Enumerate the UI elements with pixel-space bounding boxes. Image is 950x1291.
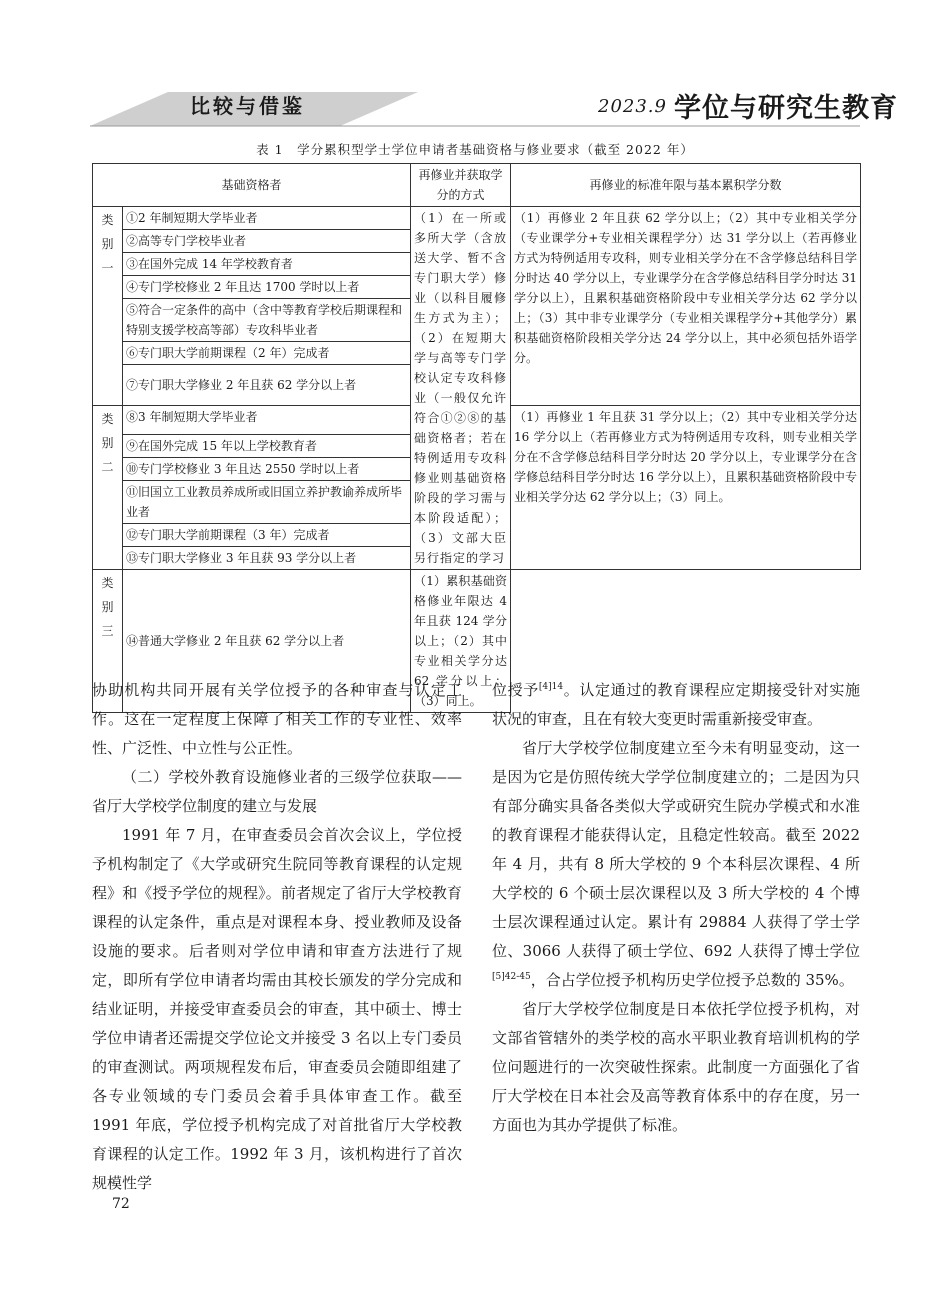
table-caption: 表 1 学分累积型学士学位申请者基础资格与修业要求（截至 2022 年） [256, 142, 694, 157]
standard-cell: （1）累积基础资格修业年限达 4 年且获 124 学分以上；（2）其中专业相关学分达 62 学分以上；（3）同上。 [411, 570, 511, 713]
qualification-cell: ⑪旧国立工业教员养成所或旧国立养护教谕养成所毕业者 [123, 481, 411, 524]
qualification-cell: ②高等专门学校毕业者 [123, 230, 411, 253]
qualification-cell: ⑤符合一定条件的高中（含中等教育学校后期课程和特别支援学校高等部）专攻科毕业者 [123, 299, 411, 342]
standard-cell: （1）再修业 2 年且获 62 学分以上；（2）其中专业相关学分（专业课学分+专业相关课程学分）达 31 学分以上（若再修业方式为特例适用专攻科，则专业相关学分在不含学修总结科目学分时达 40 学分以上，专业课学分在含学修总结科目学分时达 31 学分以上），且累积基础资格阶段中专业相关学分达 62 学分以上；（3）其中非专业课学分（专业相关课程学分+其他学分）累积基础资格阶段相关学分达 24 学分以上，其中必须包括外语学分。 [511, 207, 861, 406]
category-cell [93, 406, 123, 570]
paragraph-text: ，合占学位授予机构历史学位授予总数的 35%。 [530, 971, 854, 989]
qualification-cell: ⑫专门职大学前期课程（3 年）完成者 [123, 524, 411, 547]
header-cell: 再修业并获取学分的方式 [411, 164, 511, 207]
issue-date: 2023.9 [598, 96, 667, 117]
qualification-cell: ③在国外完成 14 年学校教育者 [123, 253, 411, 276]
qualification-cell: ⑭普通大学修业 2 年且获 62 学分以上者 [123, 570, 411, 713]
paragraph: 省厅大学校学位制度是日本依托学位授予机构，对文部省管辖外的类学校的高水平职业教育培训机构的学位问题进行的一次突破性探索。此制度一方面强化了省厅大学校在日本社会及高等教育体系中的存在度，另一方面也为其办学提供了标准。 [492, 1000, 860, 1134]
standard-cell: （1）再修业 1 年且获 31 学分以上；（2）其中专业相关学分达 16 学分以上（若再修业方式为特例适用专攻科，则专业相关学分在不含学修总结科目学分时达 20 学分以上，专业课学分在含学修总结科目学分时达 16 学分以上），且累积基础资格阶段中专业相关学分达 62 学分以上；（3）同上。 [511, 406, 861, 570]
qualification-cell: ④专门学校修业 2 年且达 1700 学时以上者 [123, 276, 411, 299]
right-column [492, 676, 860, 1140]
category-cell [93, 207, 123, 406]
page-number: 72 [112, 1196, 130, 1212]
paragraph [492, 676, 860, 734]
category-label: 类 别 一 [101, 213, 114, 275]
qualification-cell: ⑦专门职大学修业 2 年且获 62 学分以上者 [123, 365, 411, 406]
paragraph: 协助机构共同开展有关学位授予的各种审查与认定工作。这在一定程度上保障了相关工作的专业性、效率性、广泛性、中立性与公正性。 [92, 681, 462, 757]
subheading: （二）学校外教育设施修业者的三级学位获取——省厅大学校学位制度的建立与发展 [92, 768, 462, 815]
qualification-cell: ⑥专门职大学前期课程（2 年）完成者 [123, 342, 411, 365]
header-cell: 基础资格者 [93, 164, 411, 207]
qualification-cell: ⑨在国外完成 15 年以上学校教育者 [123, 435, 411, 458]
method-cell: （1）在一所或多所大学（含放送大学、暂不含专门职大学）修业（以科目履修生方式为主）；（2）在短期大学与高等专门学校认定专攻科修业（一般仅允许符合①②⑧的基础资格者；若在特例适用专攻科修业则基础资格阶段的学习需与本阶段适配）；（3）文部大臣另行指定的学习 [411, 207, 511, 570]
qualification-cell: ⑩专门学校修业 3 年且达 2550 学时以上者 [123, 458, 411, 481]
header-cell: 再修业的标准年限与基本累积学分数 [511, 164, 861, 207]
qualification-cell: ⑧3 年制短期大学毕业者 [123, 406, 411, 435]
citation: [5]42-45 [492, 972, 531, 982]
page-header [0, 0, 950, 140]
category-label: 类 别 三 [101, 576, 114, 638]
table-header-row [93, 164, 861, 207]
qualification-cell: ①2 年制短期大学毕业者 [123, 207, 411, 230]
paragraph: 1991 年 7 月，在审查委员会首次会议上，学位授予机构制定了《大学或研究生院同等教育课程的认定规程》和《授予学位的规程》。前者规定了省厅大学校教育课程的认定条件，重点是对课程本身、授业教师及设备设施的要求。后者则对学位申请和审查方法进行了规定，即所有学位申请者均需由其校长颁发的学分完成和结业证明，并接受审查委员会的审查，其中硕士、博士学位申请者还需提交学位论文并接受 3 名以上专门委员的审查测试。两项规程发布后，审查委员会随即组建了各专业领域的专门委员会着手具体审查工作。截至 1991 年底，学位授予机构完成了对首批省厅大学校教育课程的认定工作。1992 年 3 月，该机构进行了首次规模性学 [92, 826, 462, 1192]
paragraph-text: 。认定通过的教育课程应定期接受针对实施状况的审查，且在有较大变更时需重新接受审查。 [492, 681, 860, 728]
paragraph [492, 734, 860, 995]
table-row [93, 207, 861, 230]
left-column [92, 676, 462, 1198]
requirements-table [92, 163, 861, 713]
qualification-cell: ⑬专门职大学修业 3 年且获 93 学分以上者 [123, 547, 411, 570]
paragraph-text: 省厅大学校学位制度建立至今未有明显变动，这一是因为它是仿照传统大学学位制度建立的；二是因为只有部分确实具备各类似大学或研究生院办学模式和水准的教育课程才能获得认定，且稳定性较高。截至 2022 年 4 月，共有 8 所大学校的 9 个本科层次课程、4 所大学校的 6 个硕士层次课程以及 3 所大学校的 4 个博士层次课程通过认定。累计有 29884 人获得了学士学位、3066 人获得了硕士学位、692 人获得了博士学位 [492, 739, 860, 960]
journal-title: 学位与研究生教育 [674, 93, 898, 124]
category-label: 类 别 二 [101, 412, 114, 474]
section-title: 比较与借鉴 [190, 94, 305, 118]
paragraph-text: 位授予 [492, 681, 539, 699]
citation: [4]14 [538, 682, 564, 692]
